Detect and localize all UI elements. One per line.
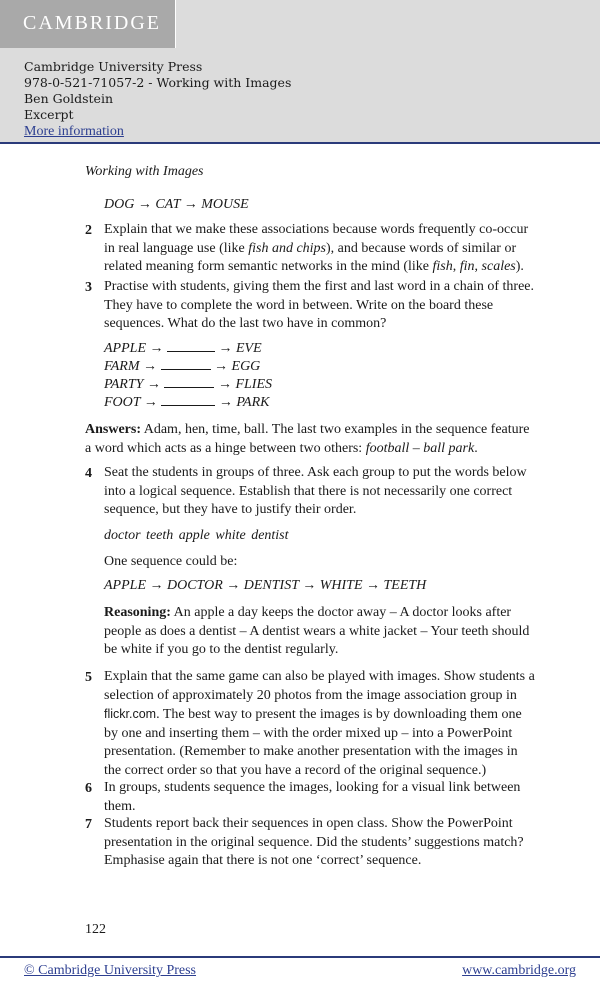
- publisher: Cambridge University Press: [24, 59, 203, 74]
- item-2-text: Explain that we make these associations because words frequently co-occur in real language use (like fish and chips), and because words of similar or related meaning form semantic networks in the mind (like fish, fin, scales).: [104, 222, 529, 274]
- sequence-solution: APPLE → DOCTOR → DENTIST → WHITE → TEETH: [104, 578, 427, 593]
- chain-row: FARM → → EGG: [104, 359, 261, 374]
- sequence-example: DOG → CAT → MOUSE: [104, 197, 249, 212]
- logo-text: CAMBRIDGE: [23, 12, 162, 34]
- item-6-text: In groups, students sequence the images, looking for a visual link between them.: [104, 780, 521, 814]
- answer-blank: [161, 358, 211, 370]
- word-list: doctor teeth apple white dentist: [104, 528, 289, 543]
- flickr-site: flickr.com: [104, 707, 157, 721]
- answer-blank: [167, 340, 215, 352]
- item-number-2: 2: [85, 223, 92, 238]
- one-sequence-label: One sequence could be:: [104, 554, 238, 569]
- item-3-text: Practise with students, giving them the first and last word in a chain of three. They have to complete the word in between. Write on the board these sequences. What do the last two have in common?: [104, 279, 535, 331]
- item-number-3: 3: [85, 280, 92, 295]
- chain-row: APPLE → → EVE: [104, 341, 262, 356]
- item-4-text: Seat the students in groups of three. Ask each group to put the words below into a logical sequence. Establish that there is not necessarily one correct sequence, but they have to justify their order.: [104, 465, 527, 517]
- isbn-title: 978-0-521-71057-2 - Working with Images: [24, 75, 292, 90]
- chain-row: FOOT → → PARK: [104, 395, 270, 410]
- more-information-link[interactable]: More information: [24, 124, 124, 139]
- item-number-6: 6: [85, 781, 92, 796]
- answer-blank: [164, 376, 214, 388]
- page-number: 122: [85, 922, 106, 937]
- item-number-4: 4: [85, 466, 92, 481]
- reasoning-paragraph: Reasoning: An apple a day keeps the doctor away – A doctor looks after people as does a dentist – A dentist wears a white jacket – Your teeth should be white if you go to the dentist regularly.: [104, 605, 530, 657]
- footer-divider: [0, 956, 600, 958]
- item-number-5: 5: [85, 670, 92, 685]
- running-head: Working with Images: [85, 164, 204, 179]
- book-info: [24, 59, 291, 140]
- item-5-text: Explain that the same game can also be played with images. Show students a selection of approximately 20 photos from the image association group in flickr.com. The best way to present the images is by downloading them one by one and inserting them – with the order mixed up – into a PowerPoint presentation. (Remember to make another presentation with the images in the correct order so that you have a record of the original sequence.): [104, 669, 535, 778]
- header-divider: [0, 142, 600, 144]
- excerpt-label: Excerpt: [24, 107, 74, 122]
- answers-paragraph: Answers: Adam, hen, time, ball. The last two examples in the sequence feature a word which acts as a hinge between two others: football – ball park.: [85, 422, 530, 456]
- answer-blank: [161, 394, 215, 406]
- copyright-link[interactable]: © Cambridge University Press: [24, 963, 197, 978]
- cambridge-logo: [0, 0, 176, 48]
- author: Ben Goldstein: [24, 91, 114, 106]
- item-7-text: Students report back their sequences in open class. Show the PowerPoint presentation in the original sequence. Did the students’ suggestions match? Emphasise again that there is not one ‘correct’ sequence.: [104, 816, 524, 868]
- item-number-7: 7: [85, 817, 92, 832]
- cambridge-website-link[interactable]: www.cambridge.org: [462, 963, 576, 978]
- chain-row: PARTY → → FLIES: [104, 377, 272, 392]
